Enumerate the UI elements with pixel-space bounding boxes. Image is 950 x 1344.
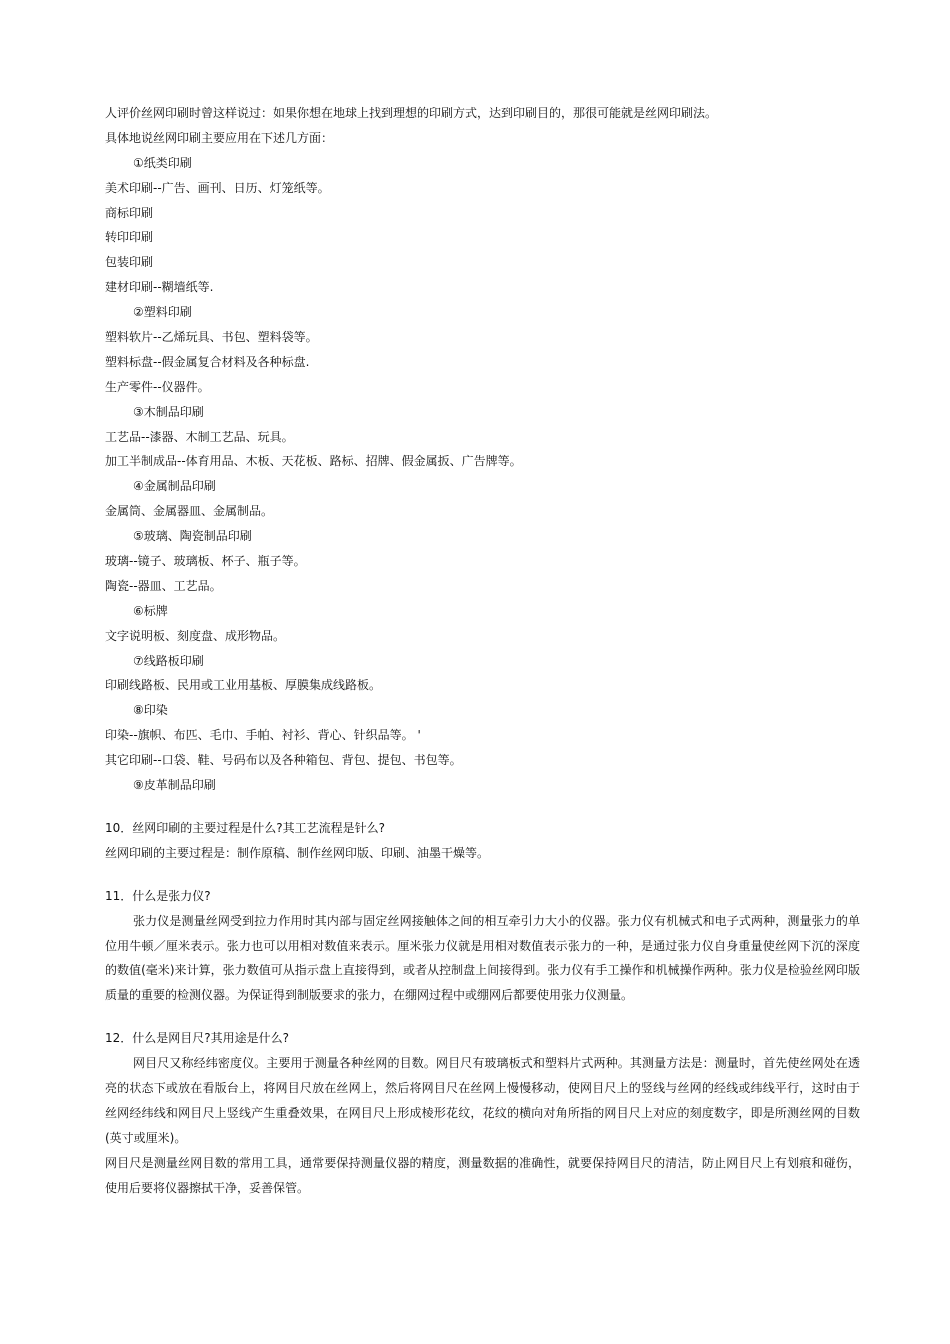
application-category: ⑨皮革制品印刷 [133,778,216,793]
application-category: ⑧印染 [133,703,168,718]
application-item: 玻璃--镜子、玻璃板、杯子、瓶子等。 [105,554,306,569]
application-item: 生产零件--仪器件。 [105,379,210,394]
section-q11 [105,884,860,1009]
application-item: 文字说明板、刻度盘、成形物品。 [105,628,286,643]
intro-line-1: 人评价丝网印刷时曾这样说过：如果你想在地球上找到理想的印刷方式，达到印刷目的，那很可能就是丝网印刷法。 [105,106,718,120]
q10-heading: 10．丝网印刷的主要过程是什么?其工艺流程是针么? [105,820,386,835]
application-category: ⑥标牌 [133,603,168,618]
application-item: 建材印刷--糊墙纸等. [105,280,214,295]
spacer [105,798,860,816]
q12-answer-2: 网目尺是测量丝网目数的常用工具，通常要保持测量仪器的精度，测量数据的准确性，就要保持网目尺的清洁，防止网目尺上有划痕和碰伤，使用后要将仪器擦拭干净，妥善保管。 [105,1155,860,1195]
application-item: 商标印刷 [105,205,154,220]
application-item: 加工半制成品--体育用品、木板、天花板、路标、招牌、假金属扳、广告牌等。 [105,454,522,469]
application-item: 印刷线路板、民用或工业用基板、厚膜集成线路板。 [105,678,382,693]
document-page [105,101,860,1201]
application-item: 塑料软片--乙烯玩具、书包、塑料袋等。 [105,330,318,345]
application-category: ②塑料印刷 [133,305,192,320]
q11-heading: 11．什么是张力仪? [105,888,211,903]
application-item: 印染--旗帜、布匹、毛巾、手帕、衬衫、背心、针织品等。 ' [105,728,421,743]
application-item: 陶瓷--器皿、工艺品。 [105,578,222,593]
section-q12 [105,1026,860,1200]
application-category: ⑤玻璃、陶瓷制品印刷 [133,529,252,544]
application-item: 包装印刷 [105,255,154,270]
intro-line-2: 具体地说丝网印刷主要应用在下述几方面： [105,130,334,145]
q11-answer: 张力仪是测量丝网受到拉力作用时其内部与固定丝网接触体之间的相互牵引力大小的仪器。张力仪有机械式和电子式两种，测量张力的单位用牛顿／厘米表示。张力也可以用相对数值来表示。厘米张力仪就是用相对数值表示张力的一种，是通过张力仪自身重量使丝网下沉的深度的数值(毫米)来计算，张力数值可从指示盘上直接得到，或者从控制盘上间接得到。张力仪有手工操作和机械操作两种。张力仪是检验丝网印版质量的重要的检测仪器。为保证得到制版要求的张力，在绷网过程中或绷网后都要使用张力仪测量。 [105,913,860,1003]
application-category: ①纸类印刷 [133,155,192,170]
application-item: 塑料标盘--假金属复合材料及各种标盘. [105,354,310,369]
application-item: 转印印刷 [105,230,154,245]
q12-heading: 12．什么是网目尺?其用途是什么? [105,1031,290,1046]
application-item: 金属筒、金属器皿、金属制品。 [105,504,274,519]
spacer [105,1008,860,1026]
section-q10 [105,816,860,866]
application-category: ⑦线路板印刷 [133,653,204,668]
applications-list [105,151,860,798]
application-item: 美术印刷--广告、画刊、日历、灯笼纸等。 [105,180,330,195]
spacer [105,866,860,884]
application-item: 其它印刷--口袋、鞋、号码布以及各种箱包、背包、提包、书包等。 [105,753,462,768]
q10-answer: 丝网印刷的主要过程是：制作原稿、制作丝网印版、印刷、油墨干燥等。 [105,845,490,860]
application-item: 工艺品--漆器、木制工艺品、玩具。 [105,429,294,444]
application-category: ④金属制品印刷 [133,479,216,494]
application-category: ③木制品印刷 [133,404,204,419]
q12-answer-1: 网目尺又称经纬密度仪。主要用于测量各种丝网的目数。网目尺有玻璃板式和塑料片式两种。其测量方法是：测量时，首先使丝网处在透亮的状态下或放在看版台上，将网目尺放在丝网上，然后将网目尺在丝网上慢慢移动，使网目尺上的竖线与丝网的经线或纬线平行，这时由于丝网经纬线和网目尺上竖线产生重叠效果，在网目尺上形成棱形花纹，花纹的横向对角所指的网目尺上对应的刻度数字，即是所测丝网的目数(英寸或厘米)。 [105,1056,860,1145]
